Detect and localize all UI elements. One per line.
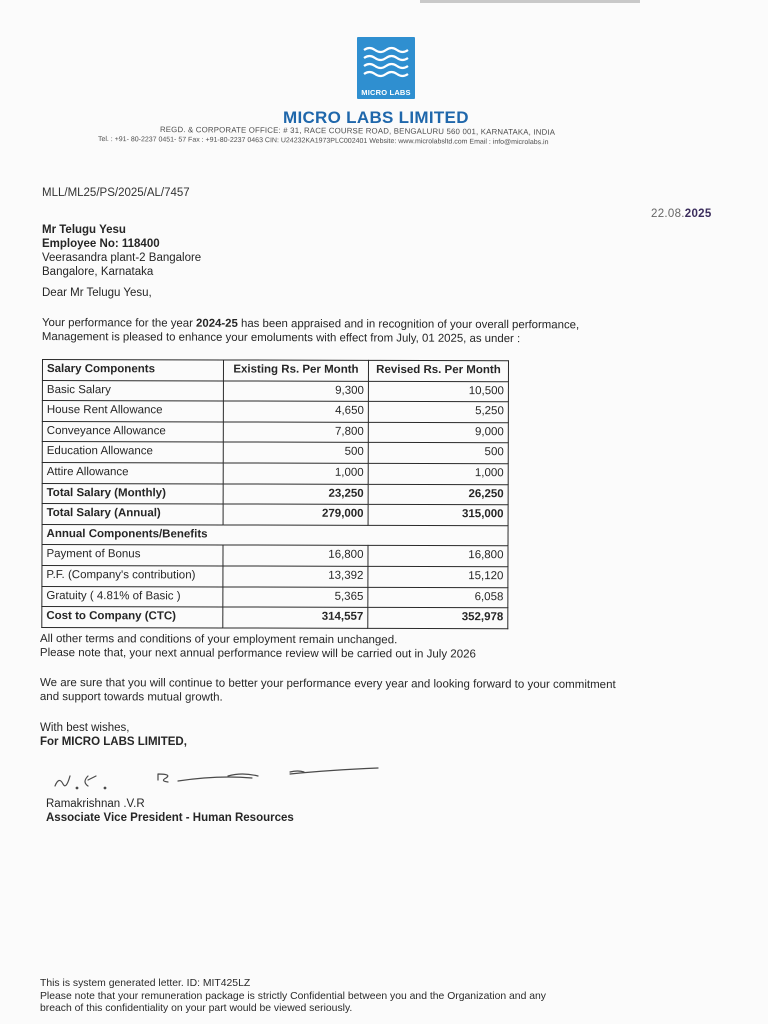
- intro-paragraph: [42, 316, 579, 346]
- date-prefix: 22.08.: [651, 208, 685, 220]
- row-revised: 26,250: [368, 484, 508, 505]
- logo-text: MICRO LABS: [361, 88, 411, 97]
- table-row-ctc: [42, 607, 508, 629]
- row-revised: 15,120: [368, 566, 508, 587]
- row-revised: 6,058: [368, 587, 508, 608]
- footer-note: [40, 978, 546, 1016]
- row-revised: 352,978: [368, 607, 508, 628]
- row-label: Attire Allowance: [42, 462, 223, 483]
- signatory-block: [46, 797, 294, 825]
- intro-text-a: Your performance for the year: [41, 317, 197, 330]
- row-existing: 7,800: [223, 422, 368, 443]
- for-company: For MICRO LABS LIMITED,: [40, 736, 187, 748]
- recipient-name: Mr Telugu Yesu: [42, 224, 126, 236]
- table-row: [42, 462, 508, 484]
- company-logo: [357, 37, 415, 99]
- row-existing: 23,250: [223, 484, 368, 505]
- signatory-name: Ramakrishnan .V.R: [46, 798, 145, 810]
- closing-line-1: We are sure that you will continue to better your performance every year and looking forward to your commitment: [39, 677, 616, 692]
- footer-line-3: breach of this confidentiality on your part would be viewed seriously.: [40, 1003, 353, 1015]
- row-label: Payment of Bonus: [42, 545, 223, 566]
- best-wishes: With best wishes,: [40, 722, 130, 734]
- intro-line-2: Management is pleased to enhance your emoluments with effect from July, 01 2025, as under :: [41, 330, 521, 346]
- table-row: [42, 442, 508, 464]
- signatory-title: Associate Vice President - Human Resources: [46, 812, 294, 824]
- row-label: Total Salary (Monthly): [42, 483, 223, 504]
- appraisal-year: 2024-25: [196, 317, 238, 330]
- table-row: [42, 380, 508, 402]
- row-label: P.F. (Company's contribution): [42, 565, 223, 586]
- table-row: [42, 421, 508, 443]
- table-section-row: [42, 524, 508, 546]
- letter-date: [651, 208, 712, 220]
- recipient-address-2: Bangalore, Karnataka: [42, 266, 154, 278]
- header-components: Salary Components: [42, 360, 223, 381]
- section-label: Annual Components/Benefits: [42, 524, 508, 546]
- waves-icon: [363, 45, 409, 81]
- table-row-total-annual: [42, 504, 508, 526]
- row-existing: 279,000: [223, 504, 368, 525]
- handwritten-signature: [50, 760, 390, 794]
- row-revised: 315,000: [368, 505, 508, 526]
- row-existing: 1,000: [223, 463, 368, 484]
- terms-line-1: All other terms and conditions of your employment remain unchanged.: [39, 633, 398, 647]
- salutation: Dear Mr Telugu Yesu,: [42, 287, 152, 299]
- table-row: [42, 586, 508, 608]
- row-revised: 5,250: [368, 402, 508, 423]
- header-existing: Existing Rs. Per Month: [223, 360, 368, 381]
- row-label: Cost to Company (CTC): [42, 607, 223, 628]
- terms-line-2: Please note that, your next annual performance review will be carried out in July 2026: [39, 646, 476, 661]
- table-row-total-monthly: [42, 483, 508, 505]
- recipient-block: [42, 223, 201, 279]
- row-revised: 10,500: [368, 381, 508, 402]
- scan-edge-line: [420, 0, 640, 3]
- employee-number: Employee No: 118400: [42, 238, 160, 250]
- footer-line-2: Please note that your remuneration package is strictly Confidential between you and the Organization and any: [40, 990, 546, 1002]
- row-revised: 1,000: [368, 463, 508, 484]
- table-header-row: [42, 360, 508, 382]
- row-label: Basic Salary: [42, 380, 223, 401]
- row-label: Education Allowance: [42, 442, 223, 463]
- row-existing: 13,392: [223, 566, 368, 587]
- recipient-address-1: Veerasandra plant-2 Bangalore: [42, 252, 202, 264]
- row-existing: 9,300: [223, 381, 368, 402]
- row-revised: 9,000: [368, 422, 508, 443]
- row-existing: 500: [223, 442, 368, 463]
- date-year: 2025: [684, 208, 712, 220]
- row-existing: 314,557: [223, 607, 368, 628]
- company-name: MICRO LABS LIMITED: [283, 108, 469, 127]
- row-existing: 5,365: [223, 587, 368, 608]
- row-revised: 500: [368, 443, 508, 464]
- office-address: REGD. & CORPORATE OFFICE: # 31, RACE COURSE ROAD, BENGALURU 560 001, KARNATAKA, INDIA: [159, 125, 556, 137]
- terms-note: [40, 632, 476, 662]
- row-revised: 16,800: [368, 546, 508, 567]
- intro-text-b: has been appraised and in recognition of your overall performance,: [237, 317, 580, 332]
- footer-line-1: This is system generated letter. ID: MIT425LZ: [40, 978, 251, 989]
- row-label: Gratuity ( 4.81% of Basic ): [42, 586, 223, 607]
- row-label: Conveyance Allowance: [42, 421, 223, 442]
- table-row: [42, 545, 508, 567]
- row-existing: 16,800: [223, 545, 368, 566]
- salary-table: [41, 359, 509, 629]
- contact-details: Tel. : +91- 80-2237 0451- 57 Fax : +91-80-2237 0463 CIN: U24232KA1973PLC002401 Website: www.microlabsltd.com Email : info@microlabs.in: [97, 136, 549, 147]
- closing-paragraph: [40, 676, 616, 706]
- table-row: [42, 565, 508, 587]
- header-revised: Revised Rs. Per Month: [368, 360, 508, 381]
- row-label: House Rent Allowance: [42, 401, 223, 422]
- row-existing: 4,650: [223, 401, 368, 422]
- signoff-block: [40, 721, 187, 749]
- table-row: [42, 401, 508, 423]
- reference-number: MLL/ML25/PS/2025/AL/7457: [42, 187, 190, 199]
- closing-line-2: and support towards mutual growth.: [39, 690, 223, 704]
- row-label: Total Salary (Annual): [42, 504, 223, 525]
